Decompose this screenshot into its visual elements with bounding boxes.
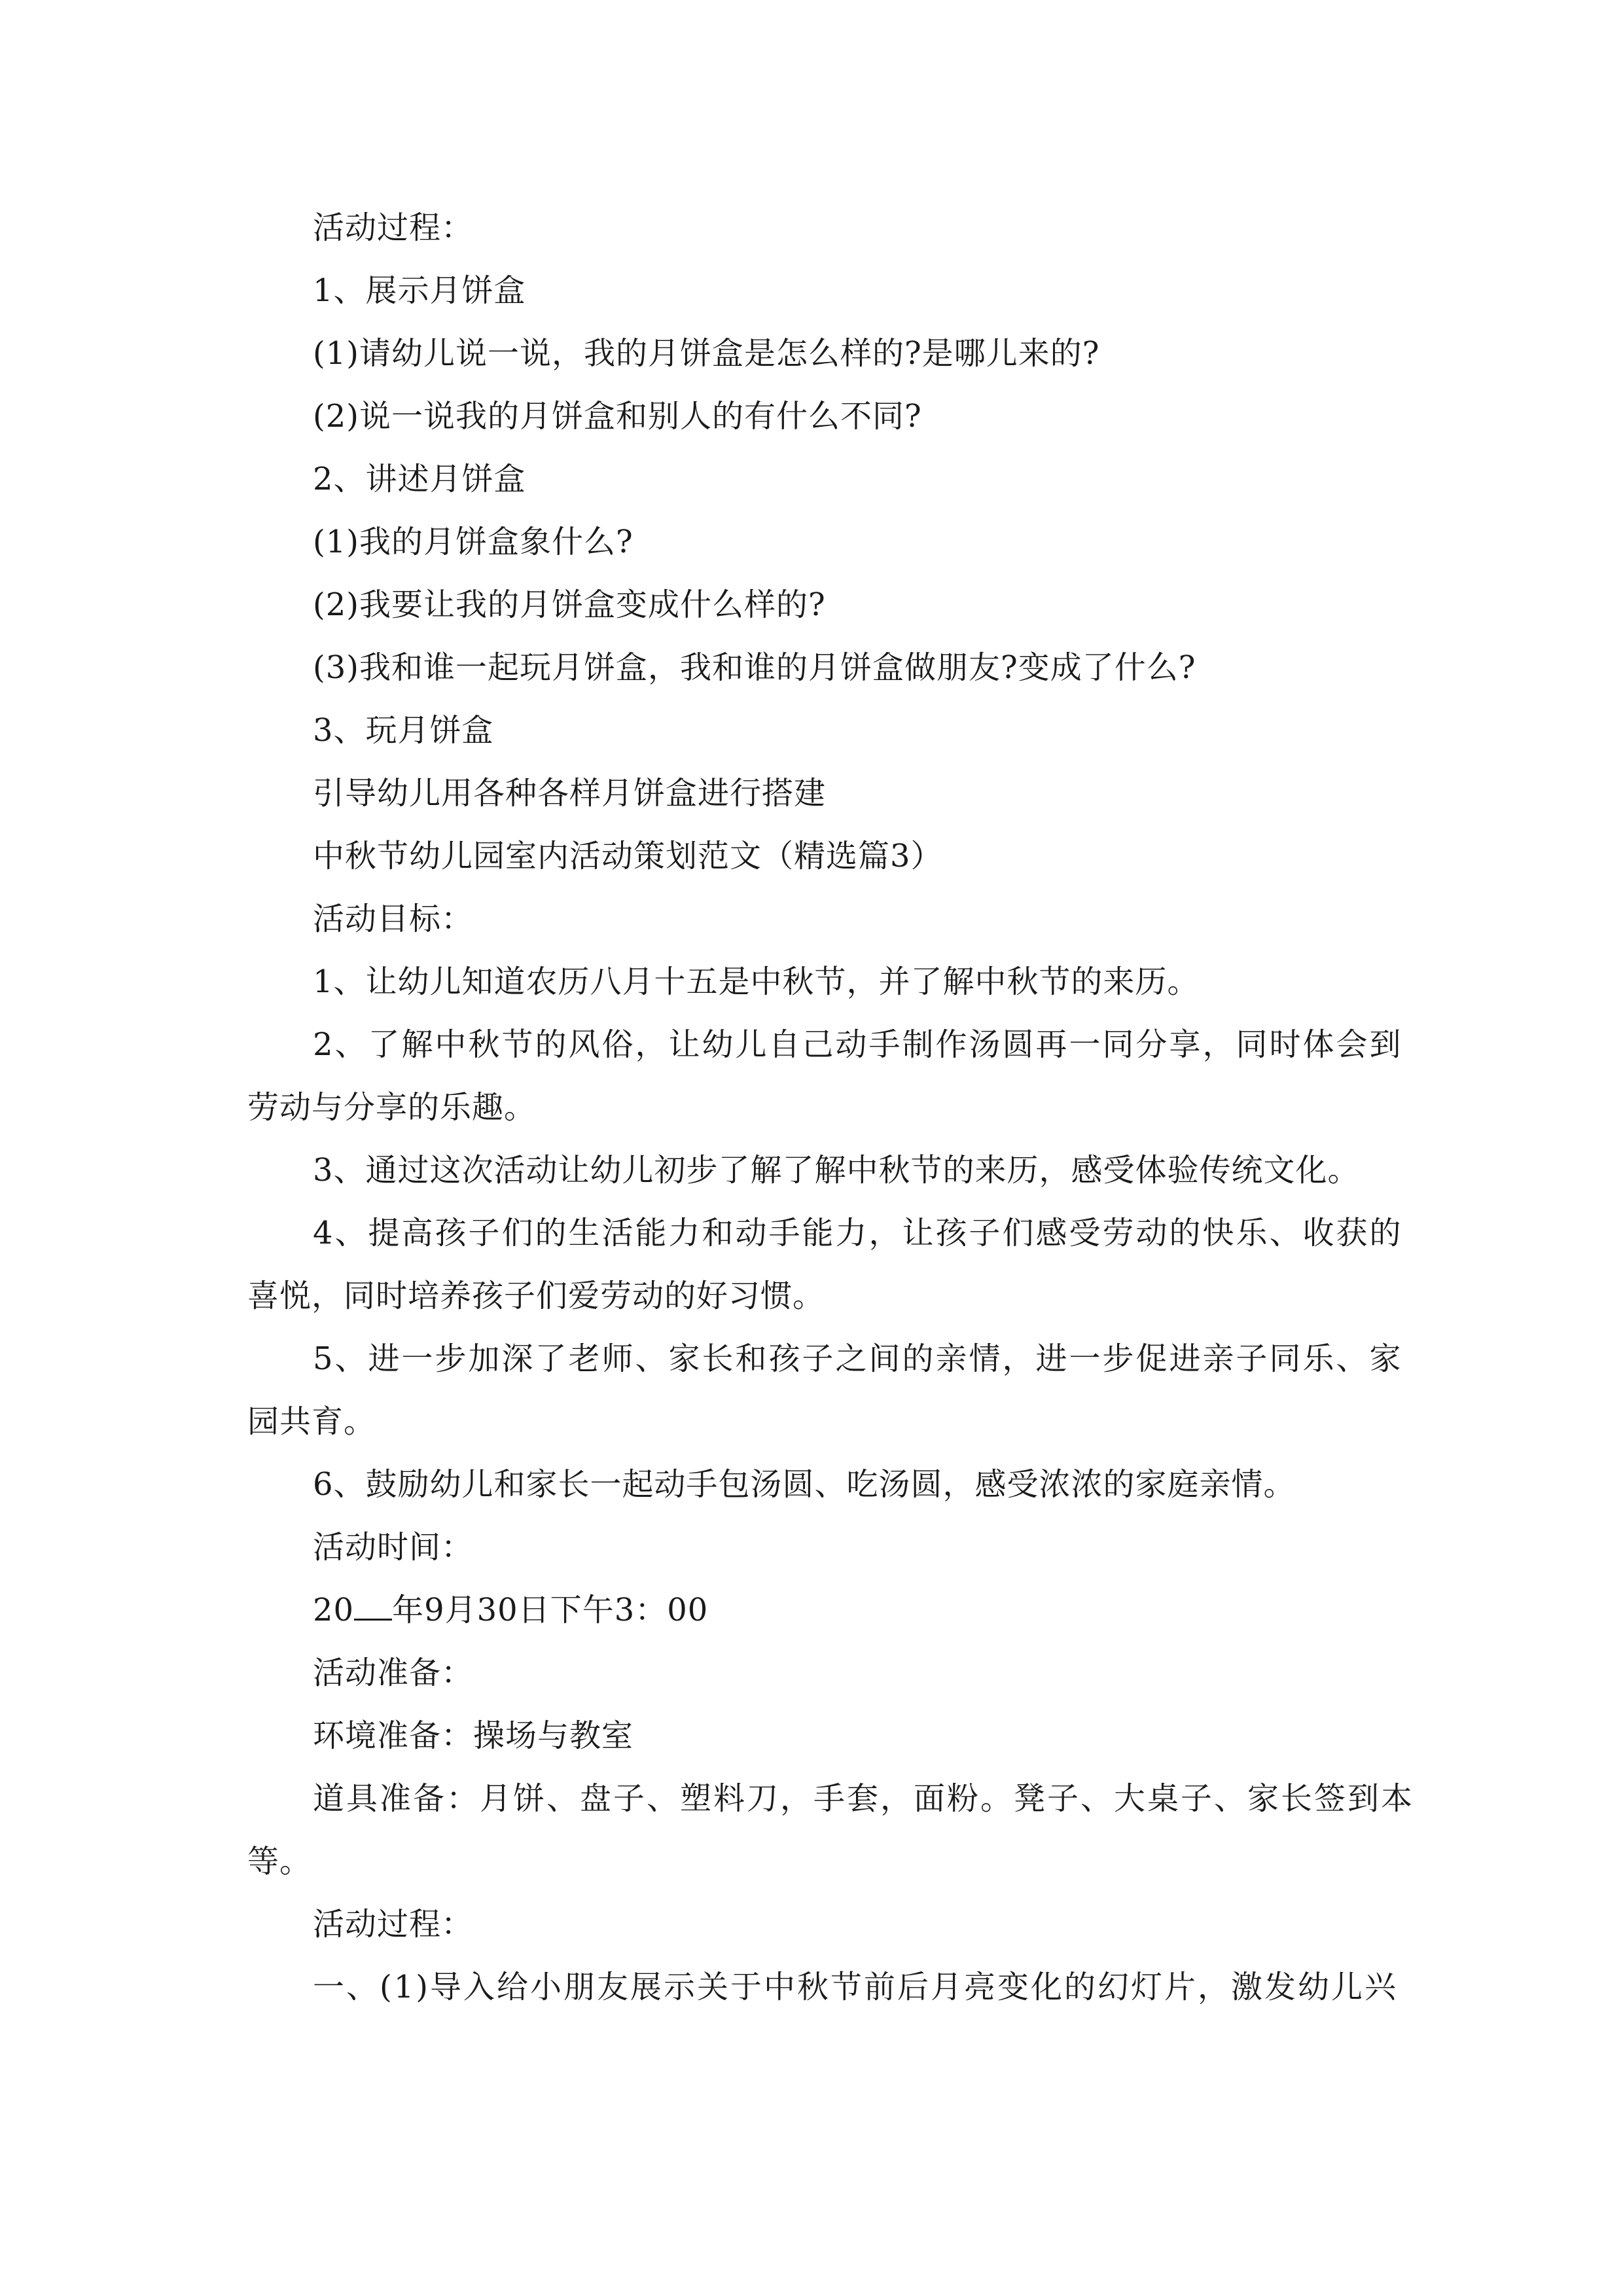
date-line (247, 1579, 1380, 1641)
paragraph: (3)我和谁一起玩月饼盒，我和谁的月饼盒做朋友?变成了什么? (313, 649, 1196, 686)
paragraph: (2)我要让我的月饼盒变成什么样的? (313, 586, 826, 623)
paragraph: 4、提高孩子们的生活能力和动手能力，让孩子们感受劳动的快乐、收获的 (313, 1215, 1403, 1251)
paragraph: 1、展示月饼盒 (313, 272, 526, 309)
paragraph: (1)请幼儿说一说，我的月饼盒是怎么样的?是哪儿来的? (313, 335, 1100, 372)
paragraph: 活动过程： (313, 209, 474, 246)
paragraph: 环境准备：操场与教室 (313, 1717, 634, 1754)
blank-underline (354, 1592, 392, 1621)
document-body (247, 196, 1415, 2018)
paragraph: 活动准备： (313, 1655, 474, 1691)
paragraph: 1、让幼儿知道农历八月十五是中秋节，并了解中秋节的来历。 (313, 963, 1200, 1000)
paragraph: 一、(1)导入给小朋友展示关于中秋节前后月亮变化的幻灯片，激发幼儿兴 (313, 1969, 1398, 2005)
paragraph: 2、讲述月饼盒 (313, 461, 526, 497)
paragraph-continuation: 园共育。 (247, 1403, 376, 1440)
date-text: 年9月30日下午3：00 (392, 1592, 709, 1628)
paragraph: 活动过程： (313, 1906, 474, 1943)
paragraph: 2、了解中秋节的风俗，让幼儿自己动手制作汤圆再一同分享，同时体会到 (313, 1026, 1403, 1063)
paragraph: 3、玩月饼盒 (313, 712, 494, 749)
paragraph: (2)说一说我的月饼盒和别人的有什么不同? (313, 398, 922, 435)
paragraph: 活动目标： (313, 901, 474, 937)
paragraph: 道具准备：月饼、盘子、塑料刀，手套，面粉。凳子、大桌子、家长签到本 (313, 1780, 1415, 1817)
year-prefix: 20 (313, 1592, 355, 1628)
paragraph: 引导幼儿用各种各样月饼盒进行搭建 (313, 775, 827, 812)
paragraph: 活动时间： (313, 1529, 474, 1566)
paragraph-continuation: 喜悦，同时培养孩子们爱劳动的好习惯。 (247, 1278, 825, 1314)
paragraph: 5、进一步加深了老师、家长和孩子之间的亲情，进一步促进亲子同乐、家 (313, 1340, 1403, 1377)
paragraph: (1)我的月饼盒象什么? (313, 524, 633, 560)
paragraph-continuation: 等。 (247, 1843, 312, 1880)
paragraph-continuation: 劳动与分享的乐趣。 (247, 1089, 537, 1126)
section-heading: 中秋节幼儿园室内活动策划范文（精选篇3） (313, 838, 943, 874)
paragraph: 3、通过这次活动让幼儿初步了解了解中秋节的来历，感受体验传统文化。 (313, 1152, 1360, 1189)
paragraph: 6、鼓励幼儿和家长一起动手包汤圆、吃汤圆，感受浓浓的家庭亲情。 (313, 1466, 1296, 1503)
